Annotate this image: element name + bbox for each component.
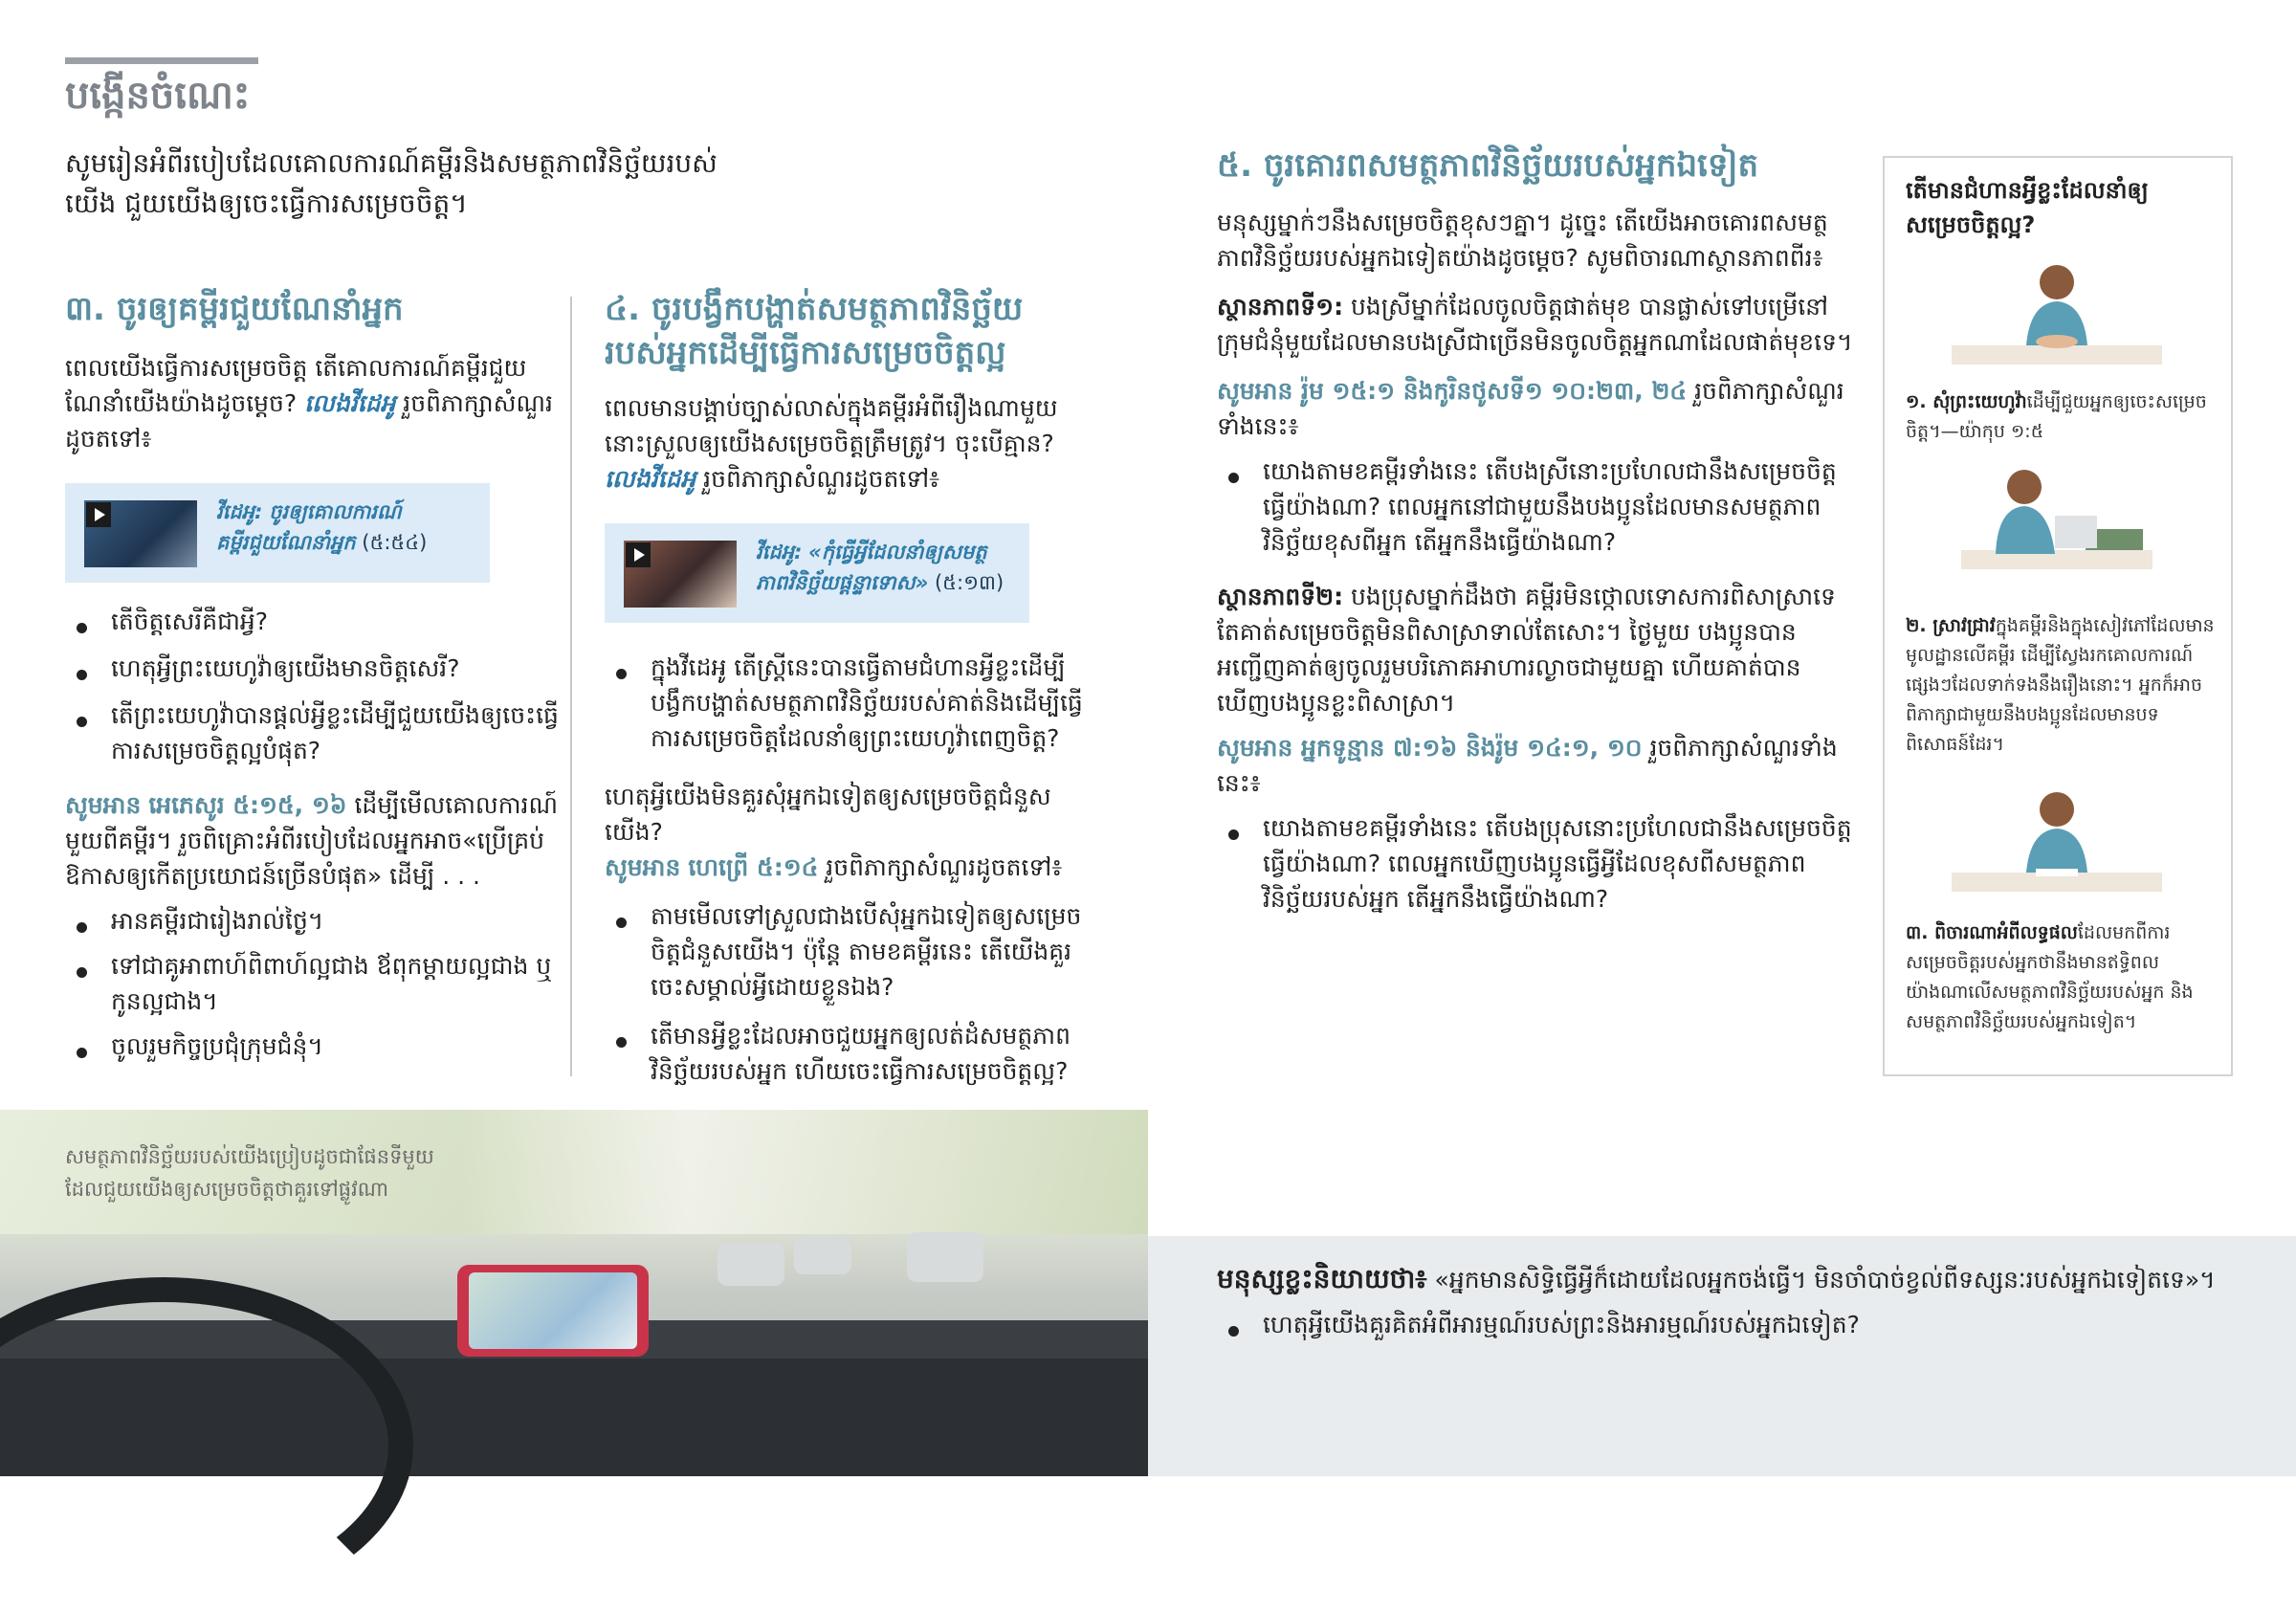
step-3: ៣. ពិចារណាអំពីលទ្ធផលដែលមកពីការសម្រេចចិត្តរបស់អ្នកថានឹងមានឥទ្ធិពលយ៉ាងណាលើសមត្ថភាពវិនិច្ឆ័យរបស់អ្នក និងសមត្ថភាពវិនិច្ឆ័យរបស់អ្នកឯទៀត។ [1906, 922, 2194, 1032]
thinking-woman-illustration [1942, 785, 2172, 904]
page-title: បង្កើនចំណេះ [65, 74, 251, 118]
sidebar-title: តើមានជំហានអ្វីខ្លះដែលនាំឲ្យសម្រេចចិត្តល្អ? [1906, 177, 2149, 238]
list-item: ហេតុអ្វីព្រះយេហូវ៉ាឲ្យយើងមានចិត្តសេរី? [65, 651, 563, 686]
section-4-heading: ៤. ចូរបង្វឹកបង្ហាត់សមត្ថភាពវិនិច្ឆ័យរបស់អ្នកដើម្បីធ្វើការសម្រេចចិត្តល្អ [605, 290, 1024, 372]
scripture-link[interactable]: អេភេសូរ ៥:១៥, ១៦ [148, 791, 347, 819]
situation-2: ស្ថានភាពទី២: បងប្រុសម្នាក់ដឹងថា គម្ពីរមិនថ្កោលទោសការពិសាស្រាទេ តែគាត់សម្រេចចិត្តមិនពិសាស្រាទាល់តែសោះ។ ថ្ងៃមួយ បងប្អូនបានអញ្ជើញគាត់ឲ្យចូលរួមបរិភោគអាហារល្ងាចជាមួយគ្នា ហើយគាត់បានឃើញបងប្អូនខ្លះពិសាស្រា។ [1217, 583, 1836, 717]
column-divider [570, 297, 572, 1076]
video-label: វីដេអូ: ចូរឲ្យគោលការណ៍គម្ពីរជួយណែនាំអ្នក (៥:៥៤) [216, 500, 428, 554]
list-item: អានគម្ពីរជារៀងរាល់ថ្ងៃ។ [65, 903, 563, 939]
car [718, 1244, 784, 1286]
researching-woman-illustration [1942, 462, 2172, 582]
list-item: យោងតាមខគម្ពីរទាំងនេះ តើបងស្រីនោះប្រហែលជានឹងសម្រេចចិត្តធ្វើយ៉ាងណា? ពេលអ្នកនៅជាមួយនឹងបងប្អូនដែលមានសមត្ថភាពវិនិច្ឆ័យខុសពីអ្នក តើអ្នកនឹងធ្វើយ៉ាងណា? [1217, 453, 1858, 560]
scripture-link[interactable]: ហេព្រើ ៥:១៤ [688, 853, 819, 881]
play-video-link[interactable]: លេងវីដេអូ [605, 465, 696, 493]
video-card[interactable] [605, 523, 1029, 623]
map-screen [469, 1272, 637, 1349]
list-item: តើមានអ្វីខ្លះដែលអាចជួយអ្នកឲ្យលត់ដំសមត្ថភាពវិនិច្ឆ័យរបស់អ្នក ហើយចេះធ្វើការសម្រេចចិត្តល្អ? [605, 1018, 1083, 1089]
video-label: វីដេអូ: «កុំធ្វើអ្វីដែលនាំឲ្យសមត្ថភាពវិនិច្ឆ័យផ្ដន្ទាទោស» (៥:១៣) [756, 541, 1004, 594]
section-4-questions-2 [605, 898, 1083, 1089]
section-5 [1217, 144, 1858, 917]
illustration-caption: សមត្ថភាពវិនិច្ឆ័យរបស់យើងប្រៀបដូចជាផែនទីមួយដែលជួយយើងឲ្យសម្រេចចិត្តថាគួរទៅផ្លូវណា [65, 1145, 434, 1201]
car [907, 1232, 983, 1282]
list-item: តាមមើលទៅស្រួលជាងបើសុំអ្នកឯទៀតឲ្យសម្រេចចិត្តជំនួសយើង។ ប៉ុន្តែ តាមខគម្ពីរនេះ តើយើងគួរចេះសម្គាល់អ្វីដោយខ្លួនឯង? [605, 898, 1083, 1005]
section-4-read: សូមអាន ហេព្រើ ៥:១៤ រួចពិភាក្សាសំណួរដូចតទៅ៖ [605, 853, 1063, 881]
section-5-heading: ៥. ចូរគោរពសមត្ថភាពវិនិច្ឆ័យរបស់អ្នកឯទៀត [1217, 146, 1759, 185]
step-1: ១. សុំព្រះយេហូវ៉ាដើម្បីជួយអ្នកឲ្យចេះសម្រេចចិត្ត។—យ៉ាកុប ១:៥ [1906, 391, 2207, 442]
section-4-paragraph-2: ហេតុអ្វីយើងមិនគួរសុំអ្នកឯទៀតឲ្យសម្រេចចិត្តជំនួសយើង? [605, 783, 1051, 846]
section-3-read: សូមអាន អេភេសូរ ៥:១៥, ១៦ ដើម្បីមើលគោលការណ៍មួយពីគម្ពីរ។ រួចពិគ្រោះអំពីរបៀបដែលអ្នកអាច«ប្រើគ្រប់ឱកាសឲ្យកើតប្រយោជន៍ច្រើនបំផុត» ដើម្បី . . . [65, 791, 558, 890]
section-5-intro: មនុស្សម្នាក់ៗនឹងសម្រេចចិត្តខុសៗគ្នា។ ដូច្នេះ តើយើងអាចគោរពសមត្ថភាពវិនិច្ឆ័យរបស់អ្នកឯទៀតយ៉ាងដូចម្ដេច? សូមពិចារណាស្ថានភាពពីរ៖ [1217, 209, 1828, 272]
scripture-link[interactable]: សូមអាន រ៉ូម ១៥:១ និងកូរិនថូសទី១ ១០:២៣, ២៤ [1217, 377, 1688, 405]
section-3-questions [65, 604, 563, 768]
list-item: ចូលរួមកិច្ចប្រជុំក្រុមជំនុំ។ [65, 1028, 563, 1064]
section-3-items [65, 903, 563, 1064]
play-video-link[interactable]: លេងវីដេអូ [304, 389, 396, 417]
header-rule [65, 57, 258, 64]
situation-2-read: សូមអាន អ្នកទូន្មាន ៧:១៦ និងរ៉ូម ១៤:១, ១០ រួចពិភាក្សាសំណួរទាំងនេះ៖ [1217, 734, 1838, 797]
quote-text: មនុស្សខ្លះនិយាយថា៖ «អ្នកមានសិទ្ធិធ្វើអ្វីក៏ដោយដែលអ្នកចង់ធ្វើ។ មិនចាំបាច់ខ្វល់ពីទស្សនៈរបស់អ្នកឯទៀតទេ»។ [1217, 1263, 2216, 1294]
car [794, 1236, 851, 1274]
quote-panel [1148, 1236, 2296, 1476]
list-item: តើចិត្តសេរីគឺជាអ្វី? [65, 604, 563, 639]
play-icon[interactable] [86, 502, 111, 527]
video-thumbnail[interactable] [624, 541, 737, 608]
section-4 [605, 287, 1083, 1089]
section-3 [65, 287, 563, 1064]
list-item: យោងតាមខគម្ពីរទាំងនេះ តើបងប្រុសនោះប្រហែលជានឹងសម្រេចចិត្តធ្វើយ៉ាងណា? ពេលអ្នកឃើញបងប្អូនធ្វើអ្វីដែលខុសពីសមត្ថភាពវិនិច្ឆ័យរបស់អ្នក តើអ្នកនឹងធ្វើយ៉ាងណា? [1217, 810, 1858, 917]
video-card[interactable] [65, 483, 490, 583]
situation-1-questions [1217, 453, 1858, 560]
list-item: តើព្រះយេហូវ៉ាបានផ្ដល់អ្វីខ្លះដើម្បីជួយយើងឲ្យចេះធ្វើការសម្រេចចិត្តល្អបំផុត? [65, 697, 563, 768]
video-thumbnail[interactable] [84, 500, 197, 567]
list-item: ហេតុអ្វីយើងគួរគិតអំពីអារម្មណ៍របស់ព្រះនិងអារម្មណ៍របស់អ្នកឯទៀត? [1217, 1307, 2250, 1342]
section-3-heading: ៣. ចូរឲ្យគម្ពីរជួយណែនាំអ្នក [65, 290, 404, 328]
list-item: ទៅជាគូអាពាហ៍ពិពាហ៍ល្អជាង ឪពុកម្ដាយល្អជាង ឬកូនល្អជាង។ [65, 948, 563, 1019]
quote-questions [1217, 1307, 2250, 1342]
section-4-questions [605, 650, 1083, 756]
play-icon[interactable] [626, 542, 651, 567]
praying-woman-illustration [1942, 257, 2172, 377]
situation-1: ស្ថានភាពទី១: បងស្រីម្នាក់ដែលចូលចិត្តផាត់មុខ បានផ្លាស់ទៅបម្រើនៅក្រុមជំនុំមួយដែលមានបងស្រីជាច្រើនមិនចូលចិត្តអ្នកណាដែលផាត់មុខទេ។ [1217, 293, 1853, 356]
list-item: ក្នុងវីដេអូ តើស្ត្រីនេះបានធ្វើតាមជំហានអ្វីខ្លះដើម្បីបង្វឹកបង្ហាត់សមត្ថភាពវិនិច្ឆ័យរបស់គាត់និងដើម្បីធ្វើការសម្រេចចិត្តដែលនាំឲ្យព្រះយេហូវ៉ាពេញចិត្ត? [605, 650, 1083, 756]
steps-sidebar [1883, 156, 2233, 1076]
section-3-paragraph: ពេលយើងធ្វើការសម្រេចចិត្ត តើគោលការណ៍គម្ពីរជួយណែនាំយើងយ៉ាងដូចម្ដេច? លេងវីដេអូ រួចពិភាក្សាសំណួរដូចតទៅ៖ [65, 354, 553, 453]
section-4-paragraph: ពេលមានបង្គាប់ច្បាស់លាស់ក្នុងគម្ពីរអំពីរឿងណាមួយ នោះស្រួលឲ្យយើងសម្រេចចិត្តត្រឹមត្រូវ។ ចុះបើគ្មាន? លេងវីដេអូ រួចពិភាក្សាសំណួរដូចតទៅ៖ [605, 394, 1058, 493]
scripture-link[interactable]: សូមអាន អ្នកទូន្មាន ៧:១៦ និងរ៉ូម ១៤:១, ១០ [1217, 734, 1643, 762]
intro-text: សូមរៀនអំពីរបៀបដែលគោលការណ៍គម្ពីរនិងសមត្ថភាពវិនិច្ឆ័យរបស់យើង ជួយយើងឲ្យចេះធ្វើការសម្រេចចិត្ត។ [65, 147, 718, 219]
situation-1-read: សូមអាន រ៉ូម ១៥:១ និងកូរិនថូសទី១ ១០:២៣, ២៤ រួចពិភាក្សាសំណួរទាំងនេះ៖ [1217, 377, 1844, 440]
step-2: ២. ស្រាវជ្រាវក្នុងគម្ពីរនិងក្នុងសៀវភៅដែលមានមូលដ្ឋានលើគម្ពីរ ដើម្បីស្វែងរកគោលការណ៍ផ្សេងៗដែលទាក់ទងនឹងរឿងនោះ។ អ្នកក៏អាចពិភាក្សាជាមួយនឹងបងប្អូនដែលមានបទពិសោធន៍ដែរ។ [1906, 615, 2215, 755]
situation-2-questions [1217, 810, 1858, 917]
